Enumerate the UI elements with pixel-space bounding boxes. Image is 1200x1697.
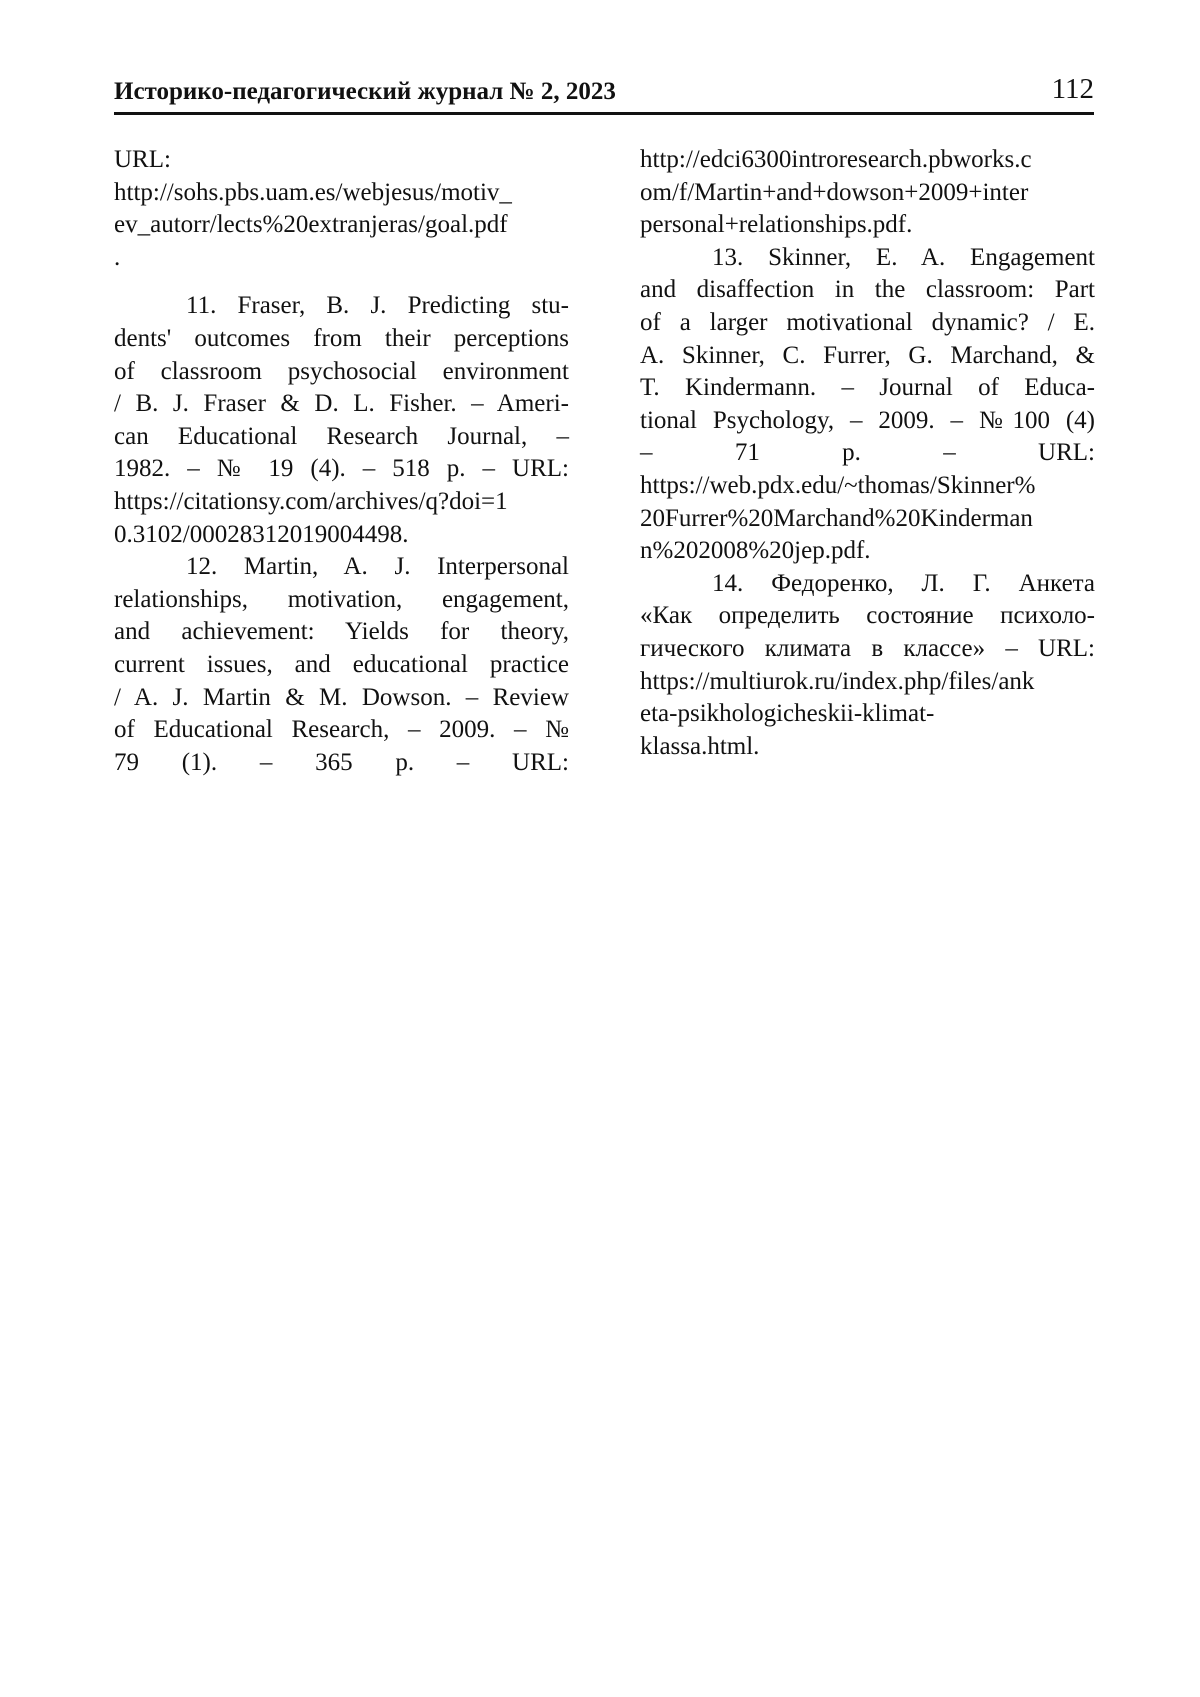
- reference-line: A. Skinner, C. Furrer, G. Marchand, &: [640, 340, 1095, 373]
- reference-gap: [114, 274, 569, 290]
- references-left-column: [114, 144, 569, 779]
- running-header: [114, 72, 1094, 115]
- reference-line: «Как определить состояние психоло-: [640, 600, 1095, 633]
- reference-line: http://sohs.pbs.uam.es/webjesus/motiv_: [114, 177, 569, 210]
- reference-line: https://citationsy.com/archives/q?doi=1: [114, 486, 569, 519]
- reference-line: T. Kindermann. – Journal of Educa-: [640, 372, 1095, 405]
- reference-line: personal+relationships.pdf.: [640, 209, 1095, 242]
- reference-line: klassa.html.: [640, 731, 1095, 764]
- reference-line: 13. Skinner, E. A. Engagement: [640, 242, 1095, 275]
- reference-line: ev_autorr/lects%20extranjeras/goal.pdf: [114, 209, 569, 242]
- reference-line: / B. J. Fraser & D. L. Fisher. – Ameri-: [114, 388, 569, 421]
- reference-line: 12. Martin, A. J. Interpersonal: [114, 551, 569, 584]
- reference-line: relationships, motivation, engagement,: [114, 584, 569, 617]
- page-number: 112: [1052, 74, 1094, 104]
- reference-line: .: [114, 242, 569, 275]
- journal-title: Историко-педагогический журнал № 2, 2023: [114, 78, 616, 106]
- reference-line: – 71 p. – URL:: [640, 437, 1095, 470]
- reference-line: dents' outcomes from their perceptions: [114, 323, 569, 356]
- reference-line: URL:: [114, 144, 569, 177]
- reference-line: and disaffection in the classroom: Part: [640, 274, 1095, 307]
- reference-line: tional Psychology, – 2009. – №100 (4): [640, 405, 1095, 438]
- reference-line: 14. Федоренко, Л. Г. Анкета: [640, 568, 1095, 601]
- reference-line: 1982. – № 19 (4). – 518 p. – URL:: [114, 453, 569, 486]
- reference-line: and achievement: Yields for theory,: [114, 616, 569, 649]
- reference-line: 20Furrer%20Marchand%20Kinderman: [640, 503, 1095, 536]
- reference-line: current issues, and educational practice: [114, 649, 569, 682]
- reference-line: 0.3102/00028312019004498.: [114, 519, 569, 552]
- reference-line: om/f/Martin+and+dowson+2009+inter: [640, 177, 1095, 210]
- reference-line: of a larger motivational dynamic? / E.: [640, 307, 1095, 340]
- reference-line: of Educational Research, – 2009. – №: [114, 714, 569, 747]
- reference-line: eta-psikhologicheskii-klimat-: [640, 698, 1095, 731]
- reference-line: of classroom psychosocial environment: [114, 356, 569, 389]
- reference-line: / A. J. Martin & M. Dowson. – Review: [114, 682, 569, 715]
- reference-line: 11. Fraser, B. J. Predicting stu-: [114, 290, 569, 323]
- reference-line: 79 (1). – 365 p. – URL:: [114, 747, 569, 780]
- reference-line: гического климата в классе» – URL:: [640, 633, 1095, 666]
- reference-line: can Educational Research Journal, –: [114, 421, 569, 454]
- reference-line: n%202008%20jep.pdf.: [640, 535, 1095, 568]
- reference-line: https://multiurok.ru/index.php/files/ank: [640, 666, 1095, 699]
- reference-line: https://web.pdx.edu/~thomas/Skinner%: [640, 470, 1095, 503]
- reference-line: http://edci6300introresearch.pbworks.c: [640, 144, 1095, 177]
- references-right-column: [640, 144, 1095, 763]
